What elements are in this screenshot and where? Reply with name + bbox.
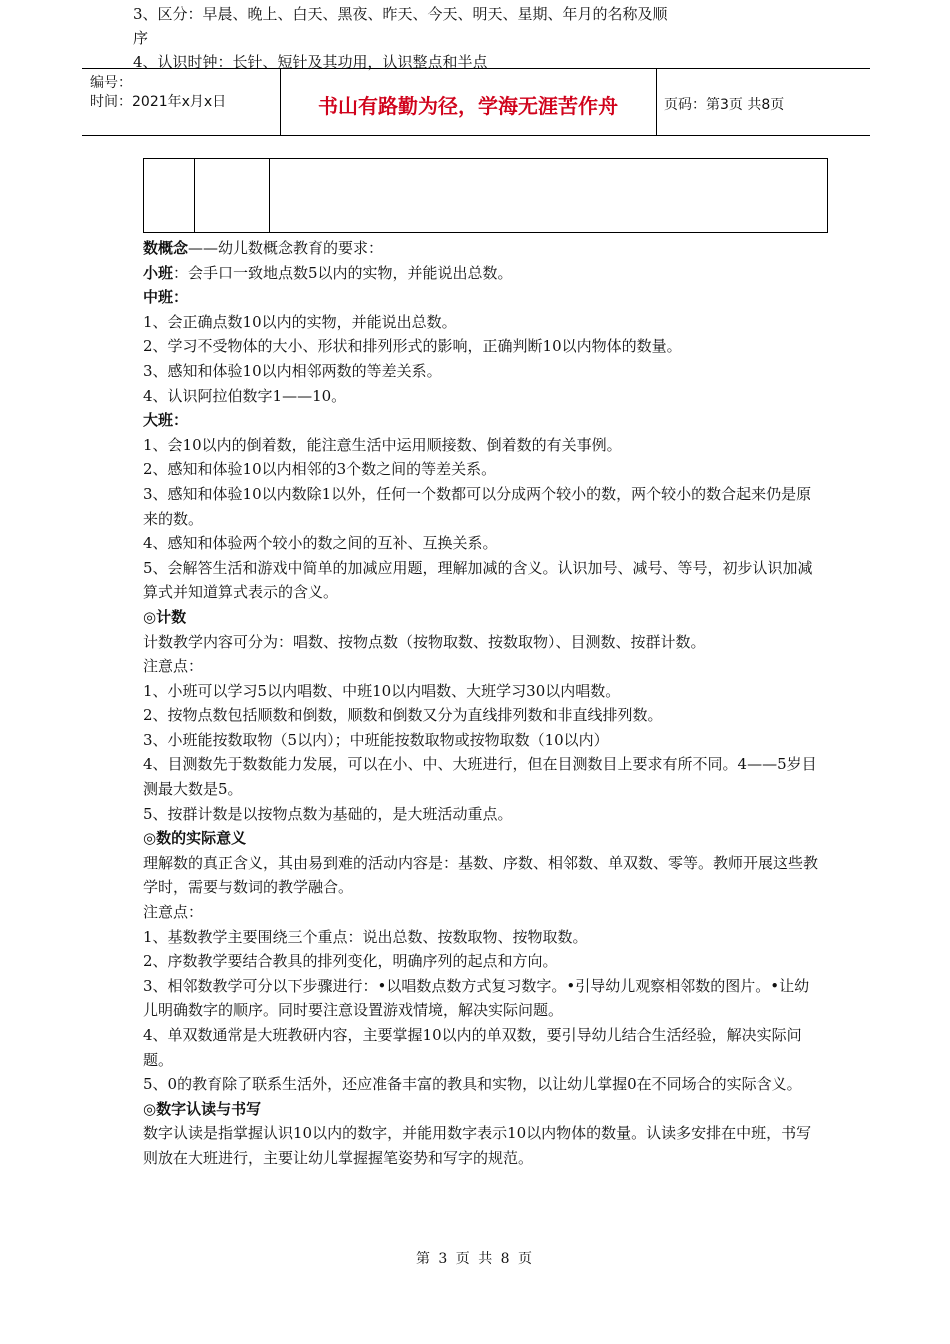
- counting-intro: 计数教学内容可分为：唱数、按物点数（按物取数、按数取物）、目测数、按群计数。: [143, 632, 706, 651]
- page-footer: 第 3 页 共 8 页: [415, 1251, 535, 1267]
- counting-note-label: 注意点：: [143, 657, 204, 676]
- list-item: 5、按群计数是以按物点数为基础的，是大班活动重点。: [143, 804, 513, 823]
- big-class-label: 大班：: [143, 411, 189, 430]
- continuation-table: [143, 158, 828, 233]
- small-class-label: 小班: [143, 263, 174, 282]
- meaning-heading: ◎数的实际意义: [143, 829, 247, 848]
- list-item: 4、感知和体验两个较小的数之间的互补、互换关系。: [143, 534, 498, 553]
- list-item: 4、单双数通常是大班教研内容，主要掌握10以内的单双数，要引导幼儿结合生活经验，解决实际问题。: [143, 1026, 802, 1069]
- table-line: 3、区分：早晨、晚上、白天、黑夜、昨天、今天、明天、星期、年月的名称及顺序: [133, 5, 668, 47]
- header-divider-left: [280, 68, 281, 136]
- list-item: 2、学习不受物体的大小、形状和排列形式的影响，正确判断10以内物体的数量。: [143, 337, 682, 356]
- list-item: 5、会解答生活和游戏中简单的加减应用题，理解加减的含义。认识加号、减号、等号，初步认识加减算式并知道算式表示的含义。: [143, 558, 813, 602]
- reading-heading: ◎数字认读与书写: [143, 1099, 262, 1118]
- small-class-text: ：会手口一致地点数5以内的实物，并能说出总数。: [173, 263, 513, 282]
- counting-heading: ◎计数: [143, 607, 187, 626]
- num-concept-subtitle: ——幼儿数概念教育的要求：: [188, 239, 384, 257]
- middle-class-label: 中班：: [143, 288, 189, 307]
- list-item: 2、序数教学要结合教具的排列变化，明确序列的起点和方向。: [143, 952, 558, 971]
- list-item: 1、会10以内的倒着数，能注意生活中运用顺接数、倒着数的有关事例。: [143, 435, 622, 454]
- doc-number-label: 编号：: [90, 75, 132, 91]
- table-column-divider: [194, 159, 195, 232]
- list-item: 4、目测数先于数数能力发展，可以在小、中、大班进行，但在目测数目上要求有所不同。4——5岁目测最大数是5。: [143, 755, 817, 799]
- table-content-cell: [133, 2, 678, 74]
- table-column-divider: [269, 159, 270, 232]
- document-body: [143, 236, 823, 1171]
- num-concept-heading: [143, 236, 823, 261]
- header-bottom-rule: [82, 135, 870, 136]
- header-motto: 书山有路勤为径，学海无涯苦作舟: [318, 94, 618, 118]
- doc-time-label: 时间：2021年x月x日: [90, 94, 227, 110]
- list-item: 3、相邻数教学可分以下步骤进行：•以唱数点数方式复习数字。•引导幼儿观察相邻数的图片。•让幼儿明确数字的顺序。同时要注意设置游戏情境，解决实际问题。: [143, 976, 810, 1020]
- list-item: 1、基数教学主要围绕三个重点：说出总数、按数取物、按物取数。: [143, 927, 588, 946]
- num-concept-title: 数概念: [143, 239, 189, 257]
- list-item: 1、会正确点数10以内的实物，并能说出总数。: [143, 312, 457, 331]
- header-divider-right: [656, 68, 657, 136]
- list-item: 4、认识阿拉伯数字1——10。: [143, 386, 347, 405]
- list-item: 2、感知和体验10以内相邻的3个数之间的等差关系。: [143, 460, 497, 479]
- list-item: 1、小班可以学习5以内唱数、中班10以内唱数、大班学习30以内唱数。: [143, 681, 621, 700]
- list-item: 3、感知和体验10以内数除1以外，任何一个数都可以分成两个较小的数，两个较小的数合起来仍是原来的数。: [143, 484, 812, 528]
- list-item: 3、感知和体验10以内相邻两数的等差关系。: [143, 361, 442, 380]
- list-item: 3、小班能按数取物（5以内）；中班能按数取物或按物取数（10以内）: [143, 730, 609, 749]
- reading-text: 数字认读是指掌握认识10以内的数字，并能用数字表示10以内物体的数量。认读多安排在中班，书写则放在大班进行，主要让幼儿掌握握笔姿势和写字的规范。: [143, 1124, 812, 1167]
- header-page-info: 页码：第3页 共8页: [664, 97, 785, 113]
- meaning-intro: 理解数的真正含义，其由易到难的活动内容是：基数、序数、相邻数、单双数、零等。教师开展这些教学时，需要与数词的教学融合。: [143, 853, 819, 897]
- meaning-note-label: 注意点：: [143, 903, 204, 922]
- list-item: 2、按物点数包括顺数和倒数，顺数和倒数又分为直线排列数和非直线排列数。: [143, 706, 663, 725]
- table-line: 4、认识时钟：长针、短针及其功用，认识整点和半点: [133, 53, 488, 71]
- list-item: 5、0的教育除了联系生活外，还应准备丰富的教具和实物，以让幼儿掌握0在不同场合的实际含义。: [143, 1075, 802, 1094]
- small-class-line: [143, 261, 823, 286]
